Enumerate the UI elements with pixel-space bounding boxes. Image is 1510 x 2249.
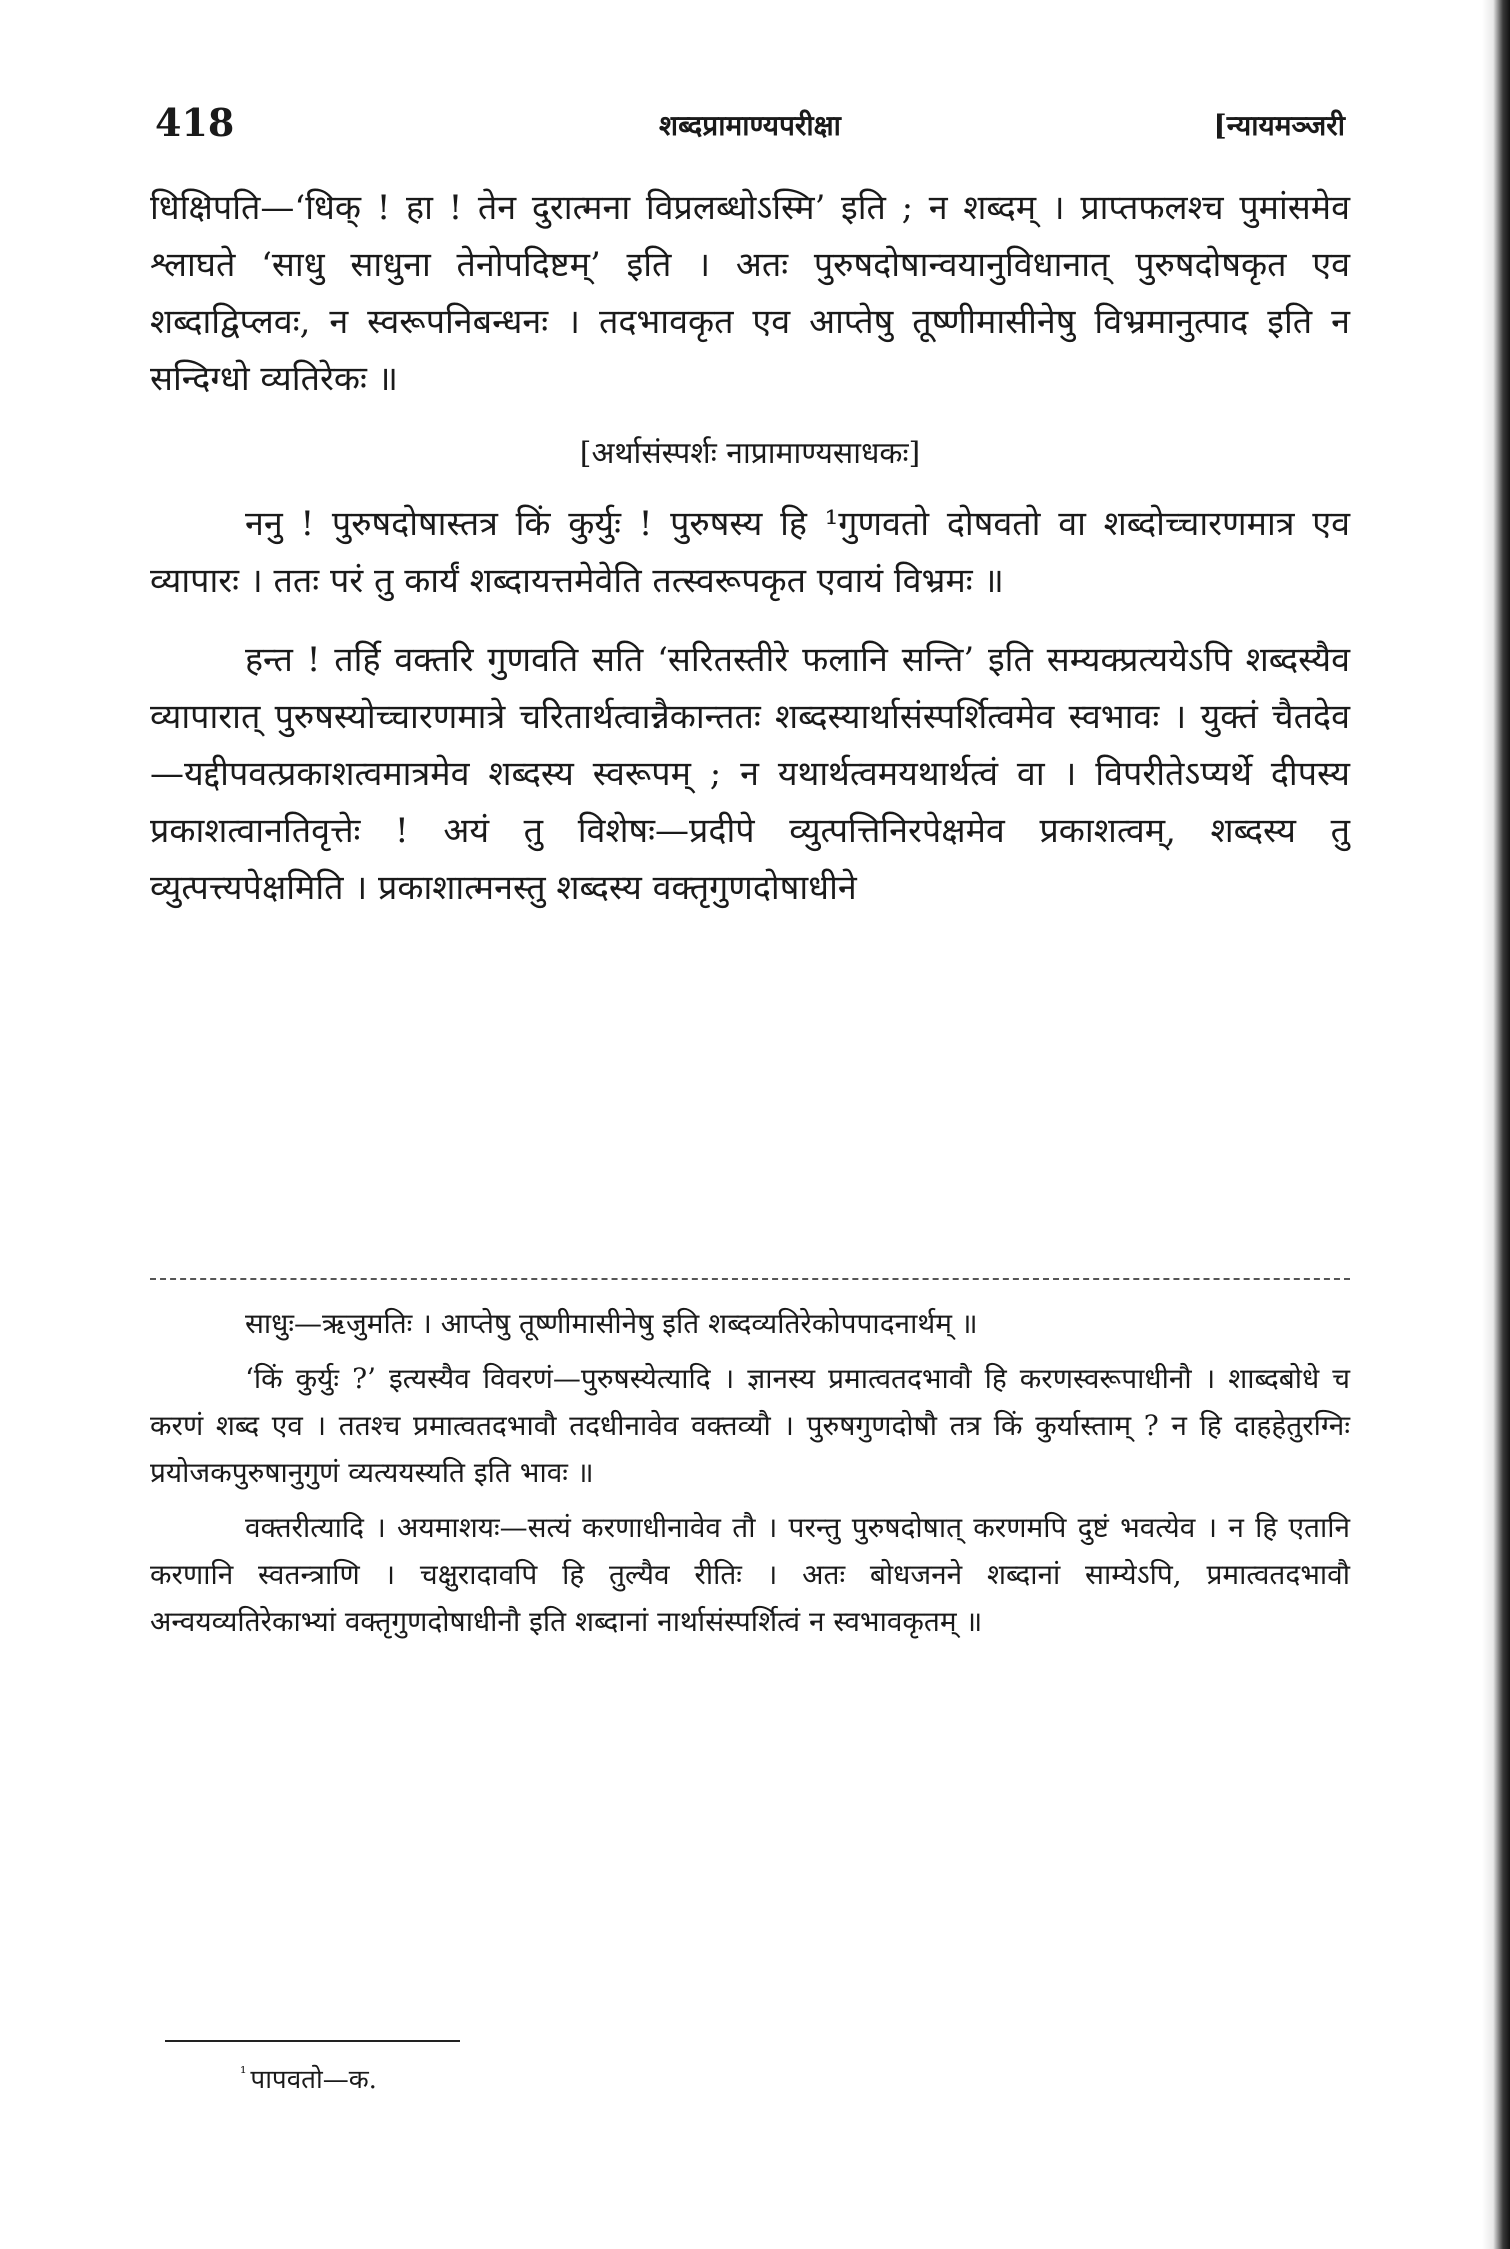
main-paragraph: ननु ! पुरुषदोषास्तत्र किं कुर्युः ! पुरुषस्य हि ¹गुणवतो दोषवतो वा शब्दोच्चारणमात्र एव व्यापारः । ततः परं तु कार्यं शब्दायत्तमेवेति तत्स्वरूपकृत एवायं विभ्रमः ॥ [150, 504, 1350, 601]
main-paragraph: हन्त ! तर्हि वक्तरि गुणवति सति ‘सरितस्तीरे फलानि सन्ति’ इति सम्यक्प्रत्ययेऽपि शब्दस्यैव व्यापारात् पुरुषस्योच्चारणमात्रे चरितार्थत्वान्नैकान्ततः शब्दस्यार्थासंस्पर्शित्वमेव स्वभावः । युक्तं चैतदेव—यद्दीपवत्प्रकाशत्वमात्रमेव शब्दस्य स्वरूपम् ; न यथार्थत्वमयथार्थत्वं वा । विपरीतेऽप्यर्थे दीपस्य प्रकाशत्वानतिवृत्तेः ! अयं तु विशेषः—प्रदीपे व्युत्पत्तिनिरपेक्षमेव प्रकाशत्वम्, शब्दस्य तु व्युत्पत्त्यपेक्षमिति । प्रकाशात्मनस्तु शब्दस्य वक्तृगुणदोषाधीने [150, 640, 1350, 908]
scan-binding-edge [1482, 0, 1510, 2249]
main-text [150, 180, 1350, 939]
footnote-text: पापवतो—क. [250, 2065, 377, 2095]
commentary-paragraph: ‘किं कुर्युः ?’ इत्यस्यैव विवरणं—पुरुषस्येत्यादि । ज्ञानस्य प्रमात्वतदभावौ हि करणस्वरूपाधीनौ । शाब्दबोधे च करणं शब्द एव । ततश्च प्रमात्वतदभावौ तदधीनावेव वक्तव्यौ । पुरुषगुणदोषौ तत्र किं कुर्यास्ताम् ? न हि दाहहेतुरग्निः प्रयोजकपुरुषानुगुणं व्यत्ययस्यति इति भावः ॥ [150, 1362, 1350, 1489]
running-title: शब्दप्रामाण्यपरीक्षा [659, 109, 841, 142]
footnote-rule [165, 2040, 460, 2042]
section-subheading: [अर्थासंस्पर्शः नाप्रामाण्यसाधकः] [579, 436, 921, 471]
commentary-paragraph: वक्तरीत्यादि । अयमाशयः—सत्यं करणाधीनावेव तौ । परन्तु पुरुषदोषात् करणमपि दुष्टं भवत्येव । न हि एतानि करणानि स्वतन्त्राणि । चक्षुरादावपि हि तुल्यैव रीतिः । अतः बोधजनने शब्दानां साम्येऽपि, प्रमात्वतदभावौ अन्वयव्यतिरेकाभ्यां वक्तृगुणदोषाधीनौ इति शब्दानां नार्थासंस्पर्शित्वं न स्वभावकृतम् ॥ [150, 1511, 1350, 1638]
commentary-paragraph: साधुः—ऋजुमतिः । आप्तेषु तूष्णीमासीनेषु इति शब्दव्यतिरेकोपपादनार्थम् ॥ [245, 1307, 978, 1340]
commentary-divider [150, 1278, 1350, 1280]
section-name: [न्यायमञ्जरी [1213, 109, 1345, 142]
main-paragraph: धिक्षिपति—‘धिक् ! हा ! तेन दुरात्मना विप्रलब्धोऽस्मि’ इति ; न शब्दम् । प्राप्तफलश्च पुमांसमेव श्लाघते ‘साधु साधुना तेनोपदिष्टम्’ इति । अतः पुरुषदोषान्वयानुविधानात् पुरुषदोषकृत एव शब्दाद्विप्लवः, न स्वरूपनिबन्धनः । तदभावकृत एव आप्तेषु तूष्णीमासीनेषु विभ्रमानुत्पाद इति न सन्दिग्धो व्यतिरेकः ॥ [150, 188, 1350, 399]
commentary-text [150, 1300, 1350, 1653]
page-number: 418 [155, 100, 235, 145]
footnote-mark: ¹ [240, 2063, 247, 2083]
footnote [240, 2060, 377, 2096]
page-header [155, 100, 1345, 160]
